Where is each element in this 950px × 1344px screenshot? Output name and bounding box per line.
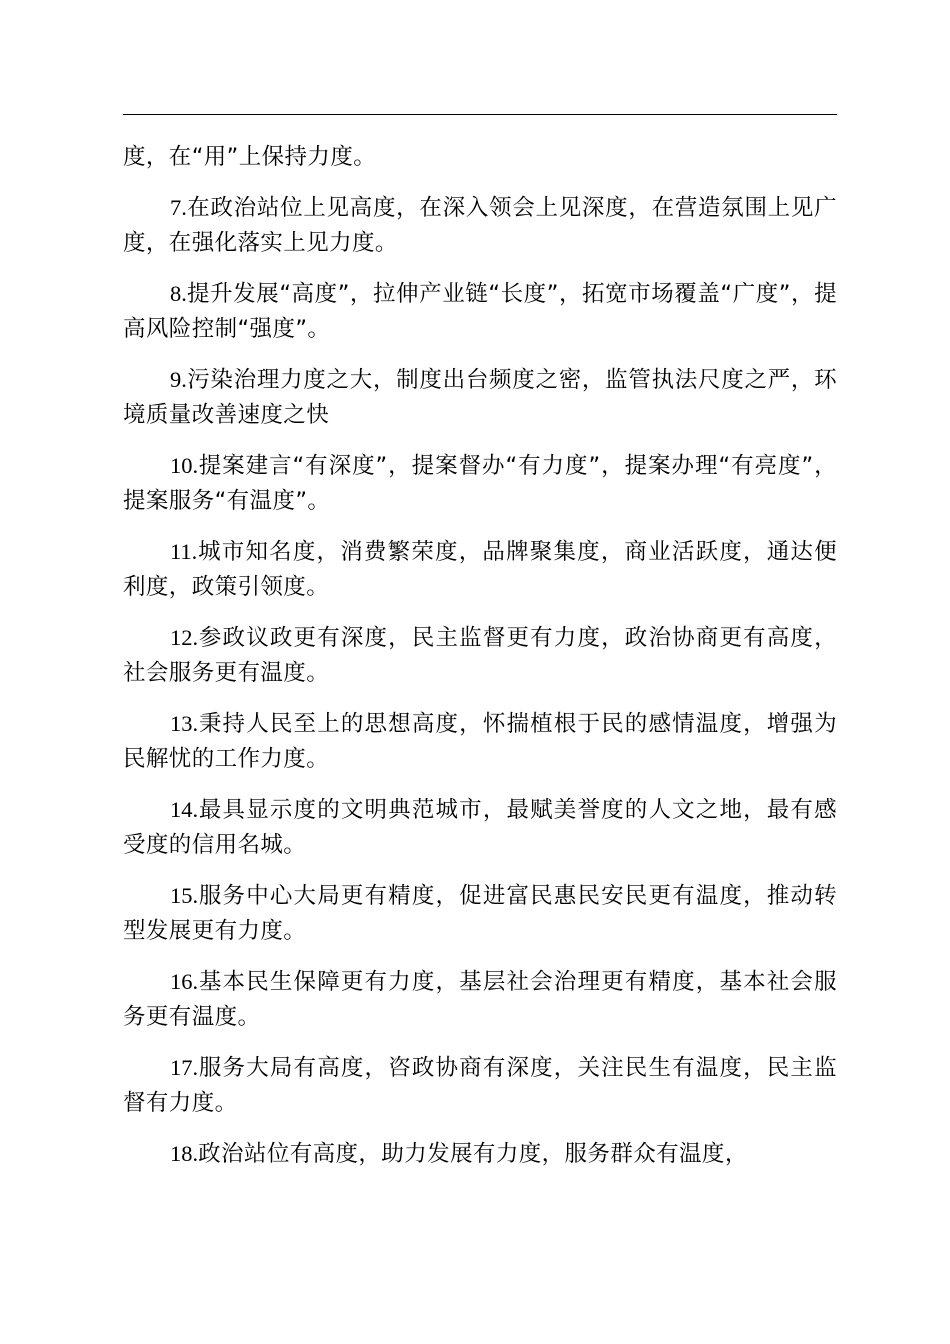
item-number: 13. xyxy=(170,711,199,736)
list-item xyxy=(123,706,837,777)
item-text: 城市知名度，消费繁荣度，品牌聚集度，商业活跃度，通达便利度，政策引领度。 xyxy=(123,539,837,600)
item-number: 11. xyxy=(170,539,198,564)
list-item xyxy=(123,964,837,1035)
item-text: 污染治理力度之大，制度出台频度之密，监管执法尺度之严，环境质量改善速度之快 xyxy=(123,367,837,428)
list-item xyxy=(123,878,837,949)
item-text: 参政议政更有深度，民主监督更有力度，政治协商更有高度，社会服务更有温度。 xyxy=(123,625,837,686)
item-number: 7. xyxy=(170,195,187,220)
list-item xyxy=(123,1050,837,1121)
item-text: 服务大局有高度，咨政协商有深度，关注民生有温度，民主监督有力度。 xyxy=(123,1055,837,1116)
item-text: 提升发展“高度”，拉伸产业链“长度”，拓宽市场覆盖“广度”，提高风险控制“强度”。 xyxy=(123,281,837,342)
list-item xyxy=(123,620,837,691)
item-text: 最具显示度的文明典范城市，最赋美誉度的人文之地，最有感受度的信用名城。 xyxy=(123,797,837,858)
list-item xyxy=(123,190,837,261)
paragraph-text: 度，在“用”上保持力度。 xyxy=(123,144,377,170)
item-text: 秉持人民至上的思想高度，怀揣植根于民的感情温度，增强为民解忧的工作力度。 xyxy=(123,711,837,772)
item-number: 17. xyxy=(170,1055,199,1080)
list-item xyxy=(123,1136,837,1172)
list-item xyxy=(123,792,837,863)
header-rule xyxy=(123,114,837,115)
item-text: 基本民生保障更有力度，基层社会治理更有精度，基本社会服务更有温度。 xyxy=(123,969,837,1030)
list-item xyxy=(123,534,837,605)
list-item xyxy=(123,448,837,519)
list-item xyxy=(123,362,837,433)
item-number: 9. xyxy=(170,367,187,392)
item-number: 18. xyxy=(170,1141,199,1166)
list-item xyxy=(123,276,837,347)
item-number: 16. xyxy=(170,969,199,994)
item-number: 14. xyxy=(170,797,199,822)
item-text: 提案建言“有深度”，提案督办“有力度”，提案办理“有亮度”，提案服务“有温度”。 xyxy=(123,453,837,514)
item-text: 服务中心大局更有精度，促进富民惠民安民更有温度，推动转型发展更有力度。 xyxy=(123,883,837,944)
item-number: 12. xyxy=(170,625,199,650)
item-text: 在政治站位上见高度，在深入领会上见深度，在营造氛围上见广度，在强化落实上见力度。 xyxy=(123,195,837,256)
item-number: 15. xyxy=(170,883,199,908)
item-number: 8. xyxy=(170,281,187,306)
document-body xyxy=(123,140,837,1187)
item-text: 政治站位有高度，助力发展有力度，服务群众有温度， xyxy=(198,1141,748,1167)
item-number: 10. xyxy=(170,453,199,478)
paragraph-continuation xyxy=(123,140,837,175)
